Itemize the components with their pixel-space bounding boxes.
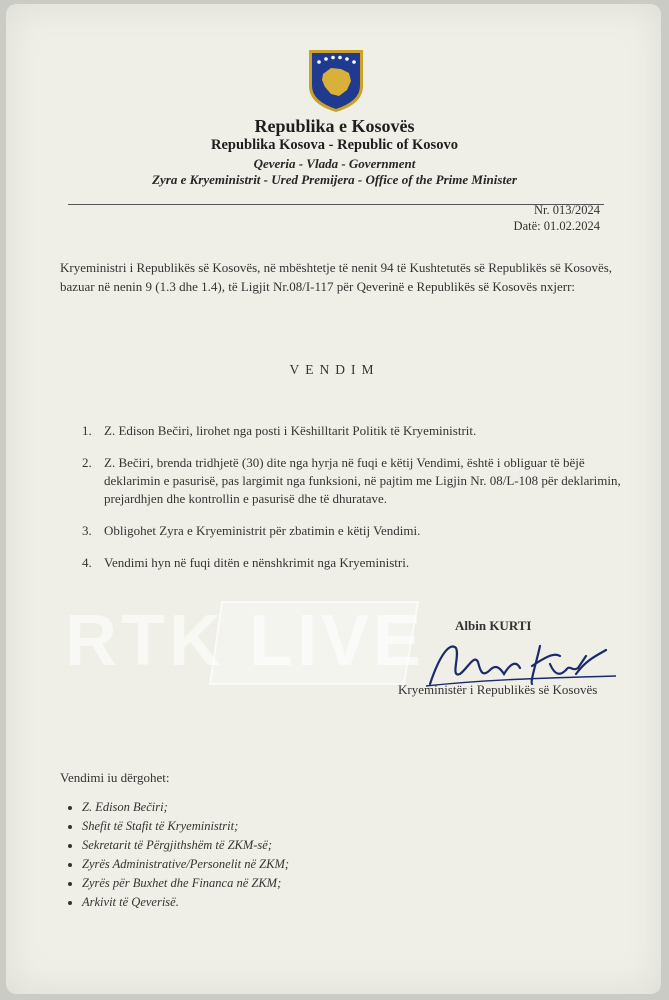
item-text: Obligohet Zyra e Kryeministrit për zbatimin e këtij Vendimi. [104,523,421,538]
decision-items [76,422,624,586]
distribution-list [58,798,458,912]
document-date: Datë: 01.02.2024 [513,219,600,233]
decision-title: VENDIM [289,362,380,377]
list-item: • Arkivit të Qeverisë. [82,893,458,912]
list-item [76,422,624,440]
list-item: • Shefit të Stafit të Kryeministrit; [82,817,458,836]
header-office: Zyra e Kryeministrit - Ured Premijera - Office of the Prime Minister [152,172,517,187]
item-number: 1. [82,423,92,438]
kosovo-coat-of-arms-icon [301,46,371,114]
item-text: Z. Edison Bečiri, lirohet nga posti i Këshilltarit Politik të Kryeministrit. [104,423,477,438]
list-item: • Sekretarit të Përgjithshëm të ZKM-së; [82,836,458,855]
list-item: • Z. Edison Bečiri; [82,798,458,817]
item-number: 2. [82,455,92,470]
header-divider [68,204,604,205]
header-government: Qeveria - Vlada - Government [253,156,416,171]
header-title: Republika e Kosovës [254,116,415,136]
list-item: • Zyrës për Buxhet dhe Financa në ZKM; [82,874,458,893]
list-item [76,554,624,572]
preamble-text: Kryeministri i Republikës së Kosovës, në mbështetje të nenit 94 të Kushtetutës së Republikës së Kosovës, bazuar në nenin 9 (1.3 dhe 1.4), të Ligjit Nr.08/I-117 për Qeverinë e Republikës së Kosovës nxjerr: [60,260,613,294]
signatory-name: Albin KURTI [455,618,532,633]
list-item [76,454,624,508]
signatory-title: Kryeministër i Republikës së Kosovës [398,682,598,697]
document-number: Nr. 013/2024 [534,203,600,217]
item-text: Vendimi hyn në fuqi ditën e nënshkrimit nga Kryeministri. [104,555,410,570]
item-number: 3. [82,523,92,538]
item-text: Z. Bečiri, brenda tridhjetë (30) dite nga hyrja në fuqi e këtij Vendimi, është i obliguar të bëjë deklarimin e pasurisë, pas largimit nga funksioni, në pajtim me Ligjin Nr. 08/L-108 për deklarimin, prejardhjen dhe kontrollin e pasurisë dhe të dhuratave. [104,455,621,506]
item-number: 4. [82,555,92,570]
header-subtitle: Republika Kosova - Republic of Kosovo [211,137,458,153]
rtk-live-watermark: RTK LIVE [65,601,426,681]
distribution-label: Vendimi iu dërgohet: [60,770,170,785]
list-item: • Zyrës Administrative/Personelit në ZKM; [82,855,458,874]
list-item [76,522,624,540]
